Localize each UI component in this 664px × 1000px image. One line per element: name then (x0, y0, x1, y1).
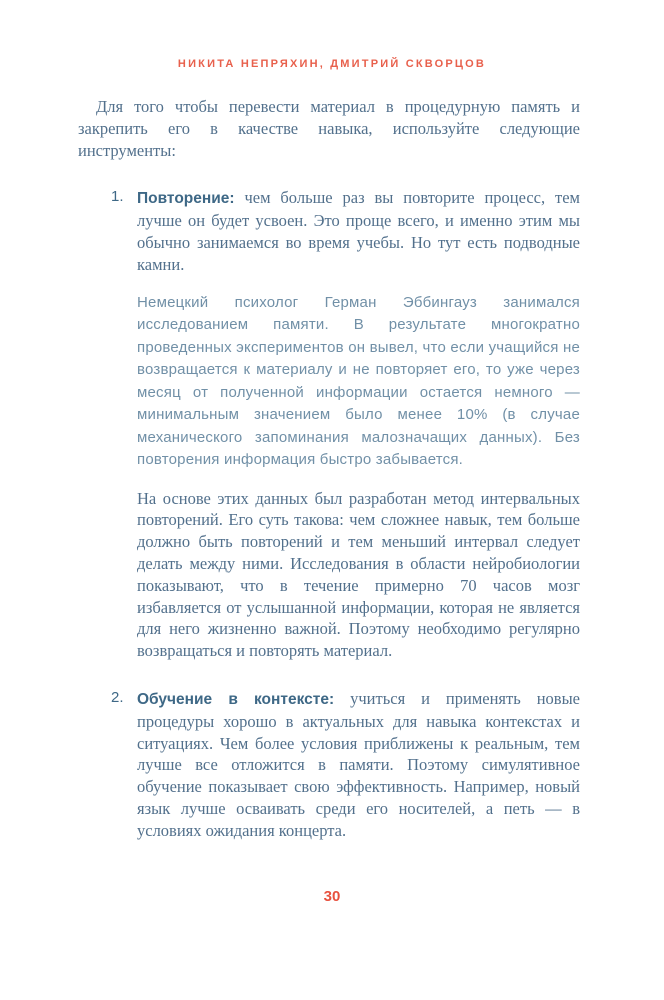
list-item-title: Повторение: (137, 190, 235, 208)
intro-paragraph: Для того чтобы перевести материал в процедурную память и закрепить его в качестве навыка, используйте следующие инструменты: (78, 97, 580, 160)
list-item-text: учиться и применять новые процедуры хорошо в актуальных для навыка контекстах и ситуациях. Чем более условия приближены к реальным, тем лучше все отложится в памяти. Поэтому симулятивное обучение показывает свою эффективность. Например, новый язык лучше осваивать среди его носителей, а петь — в условиях ожидания концерта. (137, 688, 580, 840)
list-item-lead (137, 688, 580, 842)
numbered-list (78, 187, 580, 841)
list-item-lead (137, 187, 580, 275)
list-item-text: чем больше раз вы повторите процесс, тем лучше он будет усвоен. Это проще всего, и именно этим мы обычно занимаемся во время учебы. Но тут есть подводные камни. (137, 188, 580, 274)
list-item-context-learning (78, 688, 580, 842)
running-head-authors: НИКИТА НЕПРЯХИН, ДМИТРИЙ СКВОРЦОВ (177, 58, 487, 70)
list-item-repetition (78, 187, 580, 662)
list-item-title: Обучение в контексте: (137, 690, 335, 708)
paragraph-interval-method: На основе этих данных был разработан метод интервальных повторений. Его суть такова: чем сложнее навык, тем больше должно быть повторений и тем меньший интервал следует делать между ними. Исследования в области нейробиологии показывают, что в течение примерно 70 часов мозг избавляется от услышанной информации, которая не является для него жизненно важной. Поэтому необходимо регулярно возвращаться и повторять материал. (137, 488, 580, 661)
page-number: 30 (323, 888, 341, 905)
list-item-number: 2. (111, 688, 124, 706)
text-column (78, 96, 580, 842)
paragraph-ebbinghaus: Немецкий психолог Герман Эббингауз занимался исследованием памяти. В результате многократно проведенных экспериментов он вывел, что если учащийся не возвращается к материалу и не повторяет его, то уже через месяц от полученной информации остается немного — минимальным значением было менее 10% (в случае механического запоминания малозначащих данных). Без повторения информация быстро забывается. (137, 293, 580, 469)
list-item-number: 1. (111, 188, 124, 206)
